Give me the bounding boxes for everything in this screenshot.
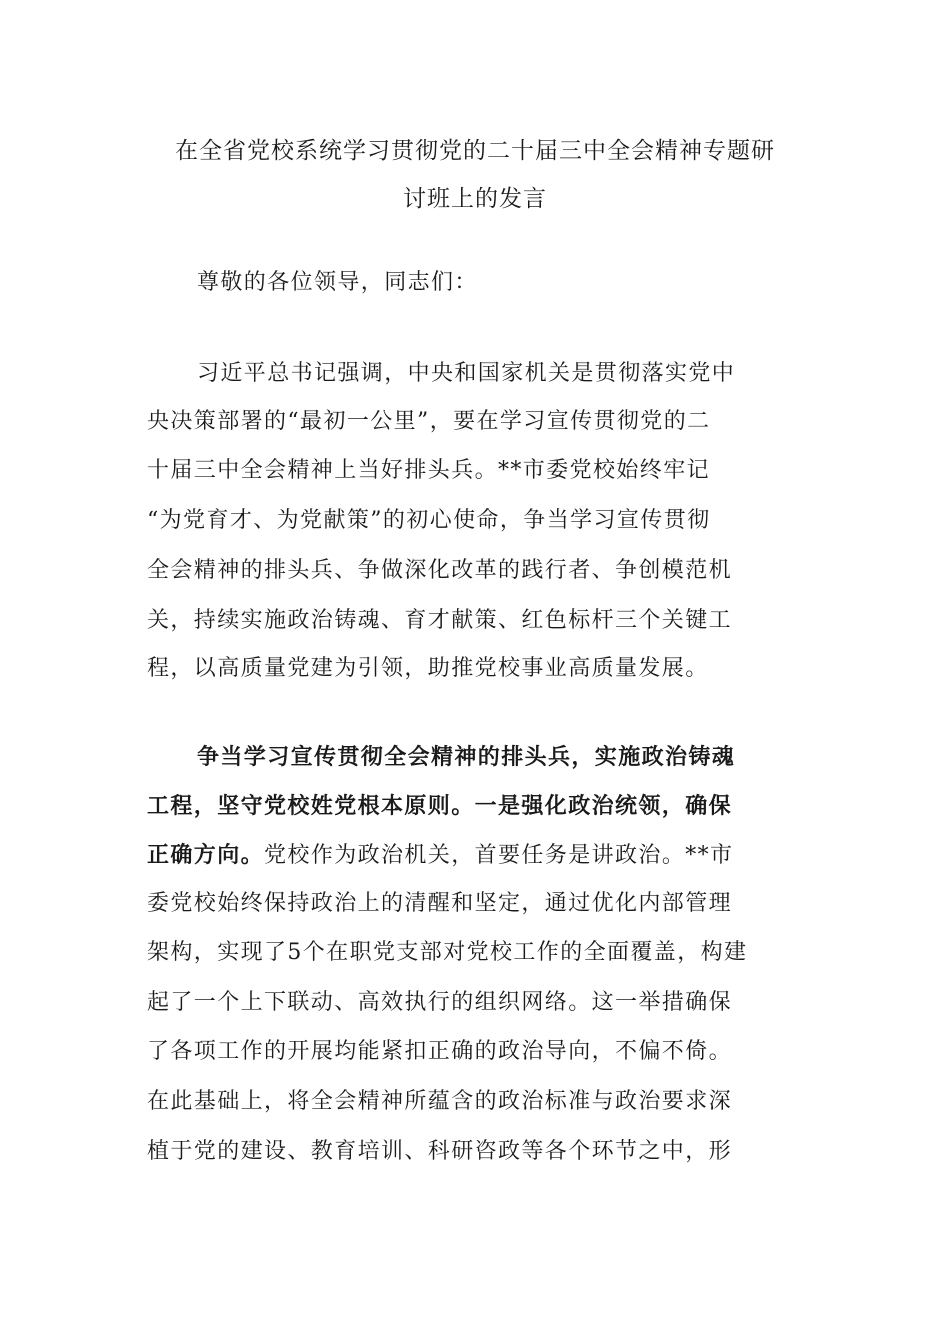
paragraph-line: 在此基础上，将全会精神所蕴含的政治标准与政治要求深 xyxy=(147,1089,733,1114)
paragraph-line: 程，以高质量党建为引领，助推党校事业高质量发展。 xyxy=(147,656,709,681)
salutation: 尊敬的各位领导，同志们： xyxy=(197,270,478,295)
paragraph-line: 全会精神的排头兵、争做深化改革的践行者、争创模范机 xyxy=(147,558,733,583)
bold-heading-line: 争当学习宣传贯彻全会精神的排头兵，实施政治铸魂 xyxy=(197,744,736,770)
paragraph-text: 党校作为政治机关，首要任务是讲政治。**市 xyxy=(264,843,734,868)
paragraph-line: 起了一个上下联动、高效执行的组织网络。这一举措确保 xyxy=(147,990,733,1015)
paragraph-line: 习近平总书记强调，中央和国家机关是贯彻落实党中 xyxy=(197,361,736,386)
paragraph-line: 植于党的建设、教育培训、科研咨政等各个环节之中，形 xyxy=(147,1139,733,1164)
title-line: 讨班上的发言 xyxy=(403,186,547,212)
bold-heading-line: 工程，坚守党校姓党根本原则。一是强化政治统领，确保 xyxy=(147,793,733,819)
paragraph-line: 十届三中全会精神上当好排头兵。**市委党校始终牢记 xyxy=(147,458,711,483)
paragraph-line: 央决策部署的“最初一公里”，要在学习宣传贯彻党的二 xyxy=(147,409,711,434)
document-title xyxy=(140,127,810,223)
mixed-line xyxy=(147,831,733,880)
paragraph-line: 架构，实现了5个在职党支部对党校工作的全面覆盖，构建 xyxy=(147,940,748,965)
paragraph-line: 委党校始终保持政治上的清醒和坚定，通过优化内部管理 xyxy=(147,891,733,916)
bold-phrase: 正确方向。 xyxy=(147,842,265,868)
paragraph-line: 关，持续实施政治铸魂、育才献策、红色标杆三个关键工 xyxy=(147,608,733,633)
paragraph-line: “为党育才、为党献策”的初心使命，争当学习宣传贯彻 xyxy=(147,508,711,533)
paragraph-line: 了各项工作的开展均能紧扣正确的政治导向，不偏不倚。 xyxy=(147,1039,733,1064)
title-line: 在全省党校系统学习贯彻党的二十届三中全会精神专题研 xyxy=(175,138,775,164)
